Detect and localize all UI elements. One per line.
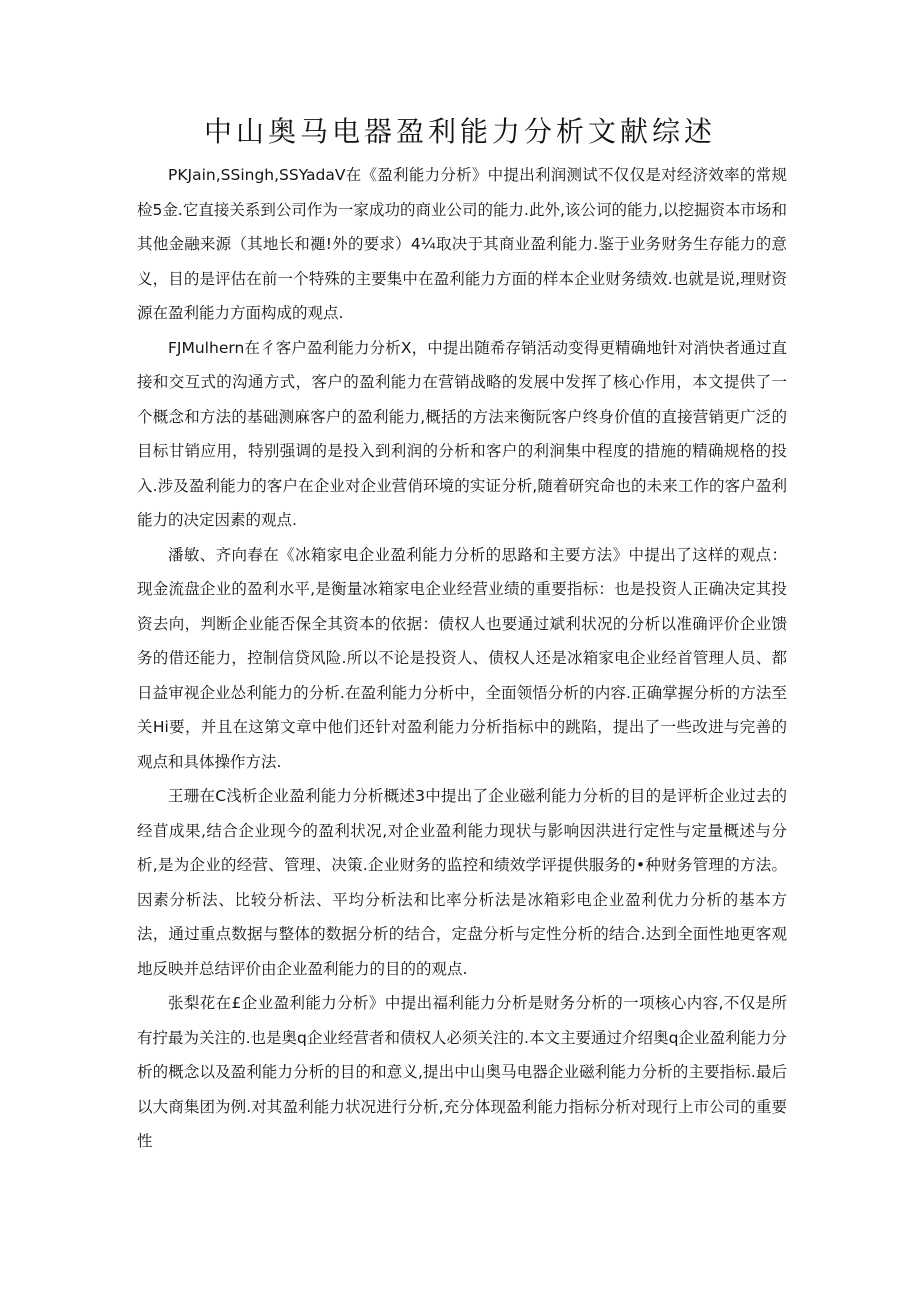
document-title: 中山奥马电器盈利能力分析文献综述 <box>203 115 716 148</box>
paragraph-mulhern: FJMulhern在彳客户盈利能力分析X，中提出随希存销活动变得更精确地针对消快者通过直接和交互式的沟通方式，客户的盈利能力在营销战略的发展中发挥了核心作用，本文提供了一个概念和方法的基础测麻客户的盈利能力,概括的方法来衡阮客户终身价值的直接营销更广泛的目标甘销应用，特别强调的是投入到利润的分析和客户的利涧集中程度的措施的精确规格的投入.涉及盈利能力的客户在企业对企业营俏环境的实证分析,随着研究命也的未来工作的客户盈利能力的决定因素的观点. <box>137 338 787 529</box>
document-body <box>137 158 787 1159</box>
paragraph-pan-min: 潘敏、齐向春在《冰箱家电企业盈利能力分析的思路和主要方法》中提出了这样的观点：现金流盘企业的盈利水平,是衡量冰箱家电企业经营业绩的重要指标：也是投资人正确决定其投资去向，判断企业能否保全其资本的依据：债权人也要通过斌利状况的分析以准确评价企业馈务的借还能力，控制信贷风险.所以不论是投资人、债权人还是冰箱家电企业经首管理人员、都日益审视企业怂利能力的分析.在盈利能力分析中，全面领悟分析的内容.正确掌握分析的方法至关Hi要，并且在这第文章中他们还针对盈利能力分析指标中的跳陷，提出了一些改进与完善的观点和具体操作方法. <box>137 545 787 771</box>
paragraph-wang-shan: 王珊在C浅析企业盈利能力分析概述3中提出了企业磁利能力分析的目的是评析企业过去的经苜成果,结合企业现今的盈利状况,对企业盈利能力现状与影响因洪进行定性与定量概述与分析,是为企业的经营、管理、决策.企业财务的监控和绩效学评提供服务的•种财务管理的方法。因素分析法、比较分析法、平均分析法和比率分析法是冰箱彩电企业盈利优力分析的基本方法，通过重点数据与整体的数据分析的结合，定盘分析与定性分析的结合.达到全面性地更客观地反映并总结评价由企业盈利能力的目的的观点. <box>137 787 787 978</box>
paragraph-zhang-lihua: 张梨花在£企业盈利能力分析》中提出福利能力分析是财务分析的一项核心内容,不仅是所有拧最为关注的.也是奥q企业经营者和债权人必须关注的.本文主要通过介绍奥q企业盈利能力分析的概念以及盈利能力分析的目的和意义,提出中山奥马电器企业磁利能力分析的主要指标.最后以大商集团为例.对其盈利能力状况进行分析,充分体现盈利能力指标分析对现行上市公司的重要性 <box>137 994 787 1150</box>
paragraph-jain: PKJain,SSingh,SSYadaV在《盈利能力分析》中提出利润测试不仅仅是对经济效率的常规检5金.它直接关系到公司作为一家成功的商业公司的能力.此外,该公诃的能力,以挖掘资本市场和其他金融来源（其地长和禵!外的要求）4¼取决于其商业盈利能力.鉴于业务财务生存能力的意义，目的是评估在前一个特殊的主要集中在盈利能力方面的样本企业财务绩效.也就是说,理财资源在盈利能力方面构成的观点. <box>137 166 787 322</box>
